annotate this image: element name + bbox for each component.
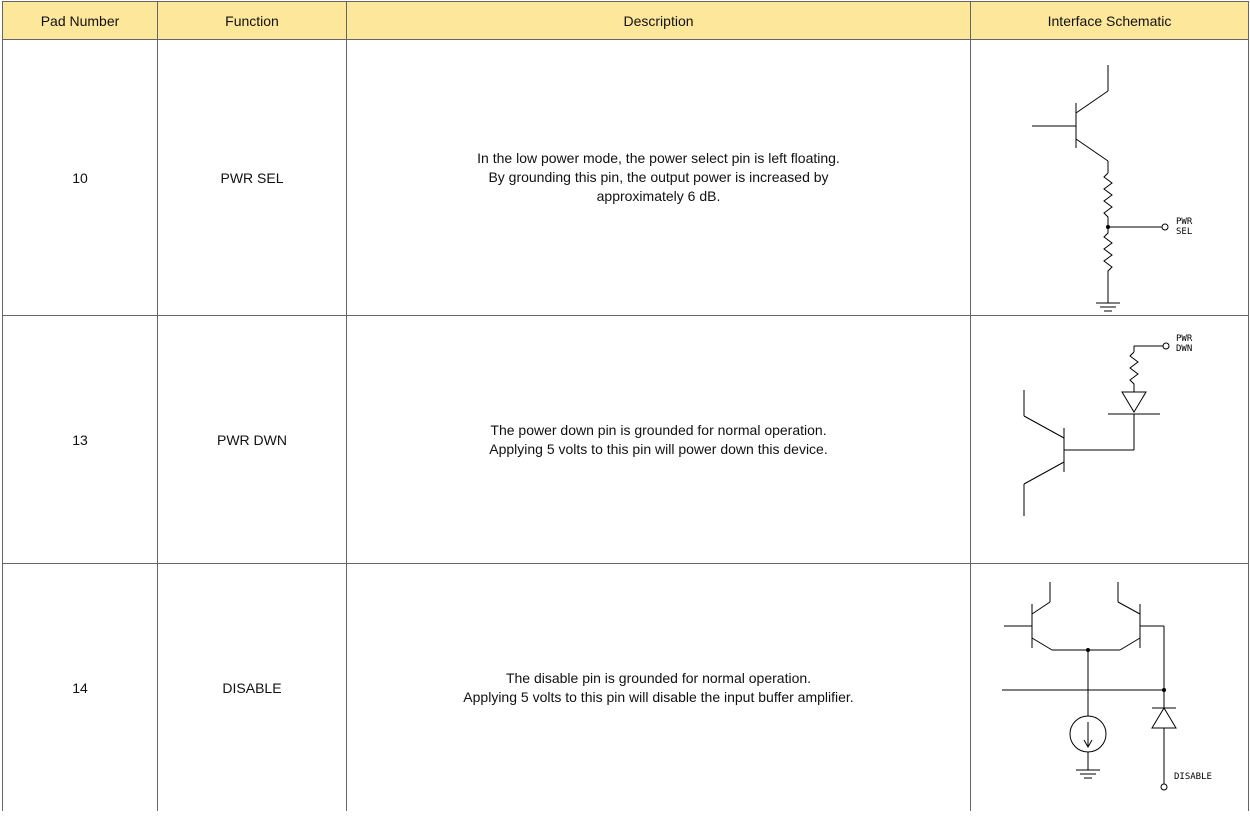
description-line: The power down pin is grounded for normal operation.: [490, 421, 827, 438]
table-row: [3, 564, 1249, 812]
function-name: DISABLE: [158, 564, 347, 812]
schematic-label: SEL: [1175, 226, 1192, 237]
header-description: Description: [347, 2, 971, 40]
description: [347, 316, 971, 564]
pwr-sel-schematic: [972, 43, 1248, 313]
schematic-label: DISABLE: [1173, 771, 1212, 782]
header-interface-schematic: Interface Schematic: [971, 2, 1249, 40]
description-line: By grounding this pin, the output power is increased by: [488, 169, 829, 185]
disable-schematic: [972, 568, 1248, 808]
description: [347, 564, 971, 812]
schematic-label: PWR: [1175, 216, 1192, 227]
interface-schematic-cell: [971, 564, 1249, 812]
pad-number: 10: [3, 40, 158, 316]
header-function: Function: [158, 2, 347, 40]
description-line: approximately 6 dB.: [596, 188, 721, 204]
description-line: In the low power mode, the power select pin is left floating.: [477, 150, 840, 166]
description: [347, 40, 971, 316]
schematic-label: DWN: [1175, 343, 1192, 354]
interface-schematic-cell: [971, 40, 1249, 316]
table-header-row: [3, 2, 1249, 40]
description-line: The disable pin is grounded for normal operation.: [505, 669, 812, 686]
description-line: Applying 5 volts to this pin will power down this device.: [489, 440, 828, 457]
pad-function-table: [2, 1, 1249, 811]
description-line: Applying 5 volts to this pin will disable the input buffer amplifier.: [463, 688, 854, 705]
pwr-dwn-schematic: [972, 320, 1248, 560]
interface-schematic-cell: [971, 316, 1249, 564]
table-row: [3, 316, 1249, 564]
function-name: PWR DWN: [158, 316, 347, 564]
function-name: PWR SEL: [158, 40, 347, 316]
header-pad-number: Pad Number: [3, 2, 158, 40]
table-row: [3, 40, 1249, 316]
pad-number: 14: [3, 564, 158, 812]
schematic-label: PWR: [1175, 333, 1192, 344]
pad-number: 13: [3, 316, 158, 564]
